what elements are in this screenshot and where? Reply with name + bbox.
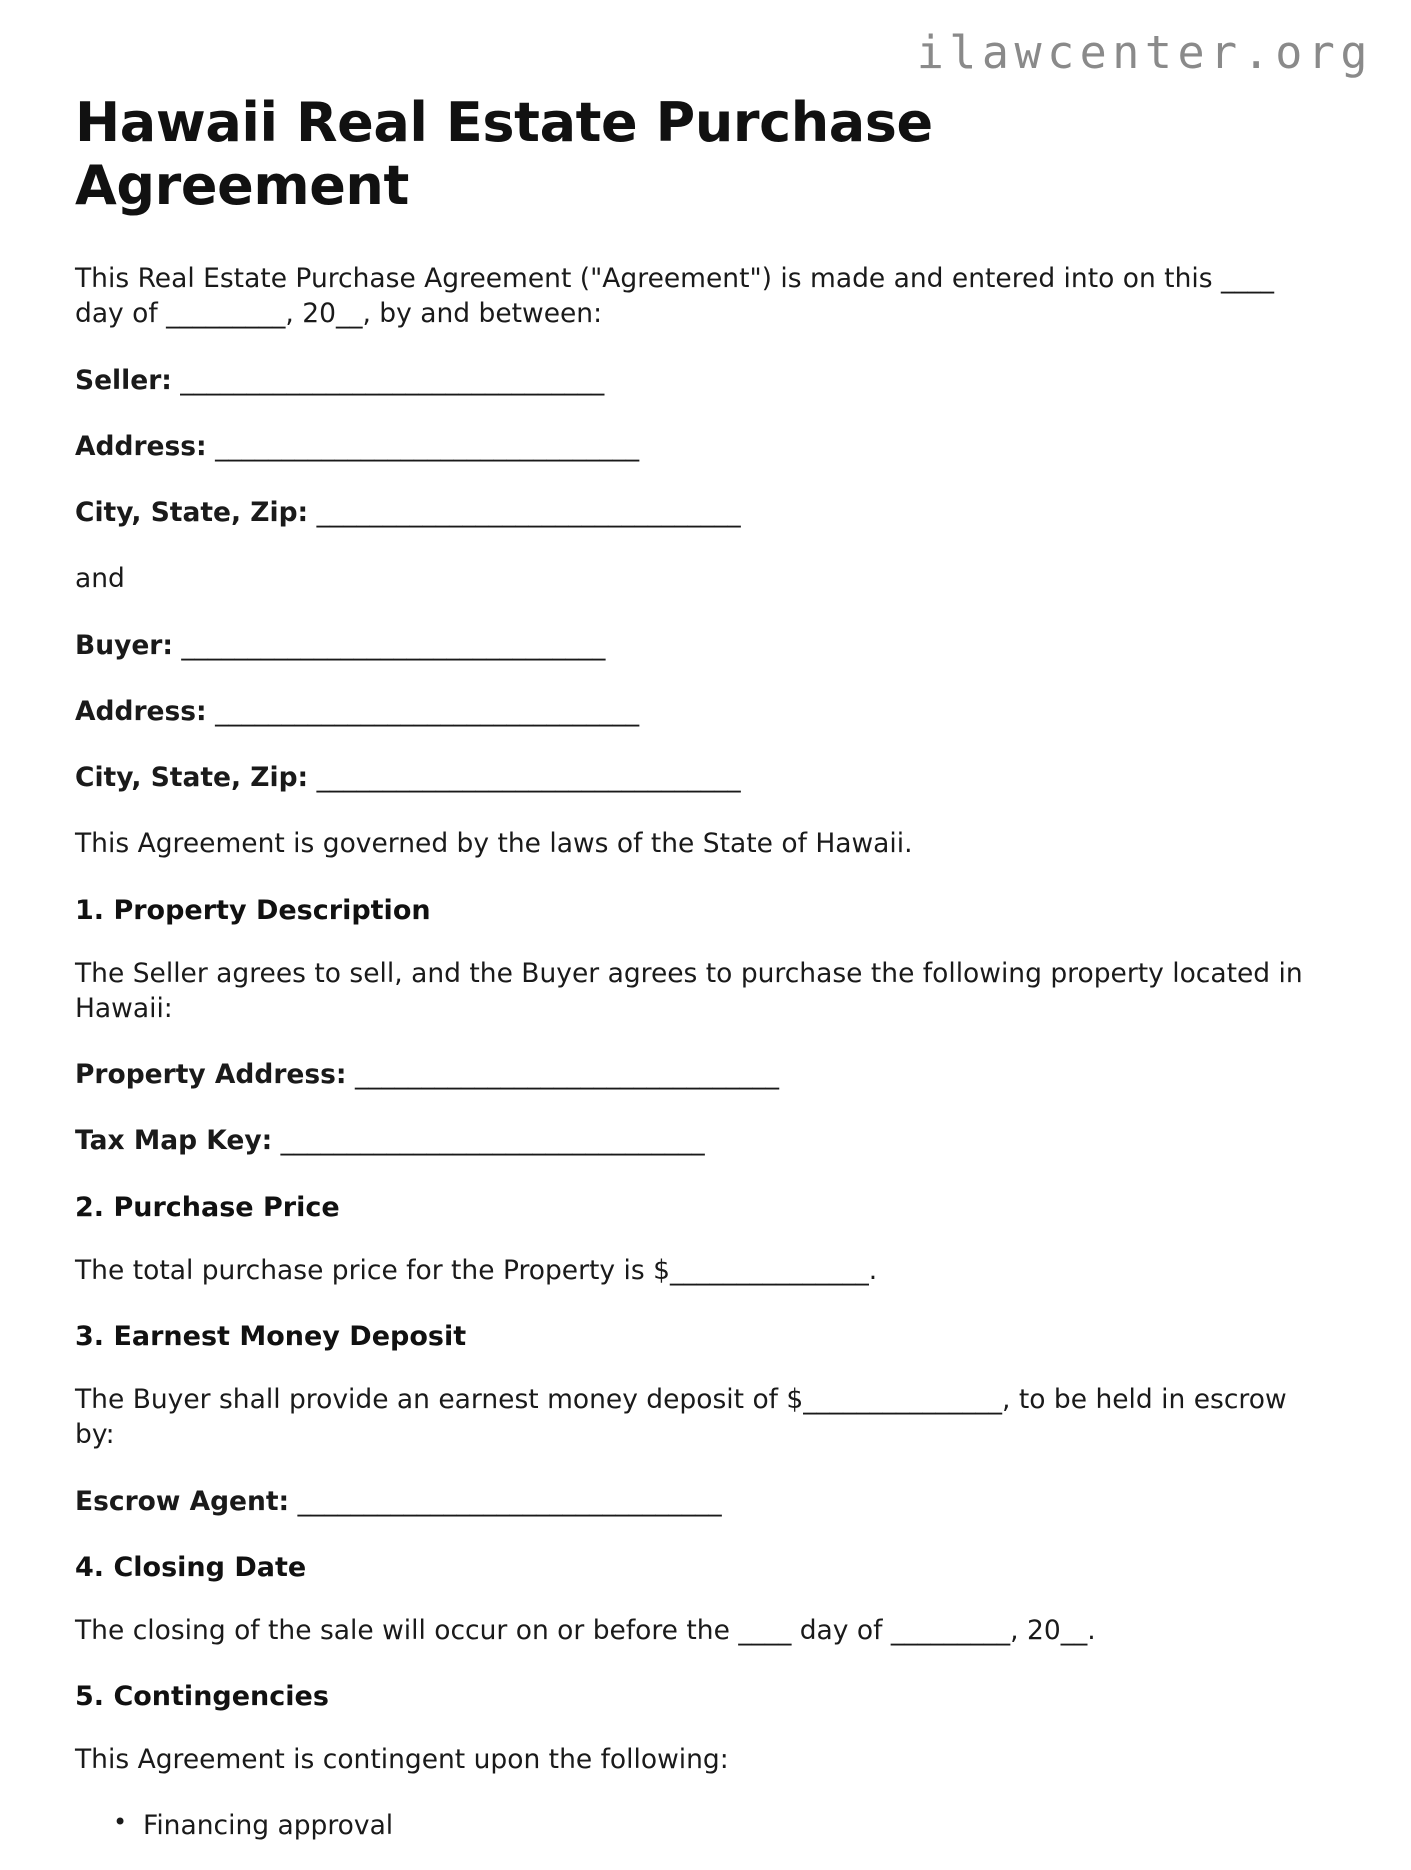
- buyer-field: [75, 628, 1337, 663]
- section-body-property-description: The Seller agrees to sell, and the Buyer agrees to purchase the following property located in Hawaii:: [75, 957, 1303, 1024]
- governing-law-paragraph: This Agreement is governed by the laws of the State of Hawaii.: [75, 828, 913, 860]
- page-title: Hawaii Real Estate Purchase Agreement: [75, 91, 933, 217]
- contingencies-list: [75, 1808, 1337, 1843]
- section-body-contingencies: This Agreement is contingent upon the following:: [75, 1744, 729, 1776]
- tax-map-key-label: Tax Map Key:: [75, 1125, 273, 1157]
- escrow-agent-field: [75, 1484, 1337, 1519]
- section-body-earnest-money-deposit: The Buyer shall provide an earnest money deposit of $_______________, to be held in escrow by:: [75, 1384, 1287, 1451]
- seller-address-field: [75, 429, 1337, 464]
- buyer-city-state-zip-blank[interactable]: ________________________________: [308, 762, 741, 794]
- seller-address-label: Address:: [75, 430, 207, 462]
- buyer-address-blank[interactable]: ________________________________: [206, 695, 640, 727]
- tax-map-key-blank[interactable]: ________________________________: [272, 1125, 705, 1157]
- section-heading-closing-date: 4. Closing Date: [75, 1551, 307, 1583]
- buyer-city-state-zip-label: City, State, Zip:: [75, 762, 309, 794]
- document-content: [75, 92, 1337, 1870]
- buyer-label: Buyer:: [75, 629, 173, 661]
- seller-city-state-zip-label: City, State, Zip:: [75, 497, 309, 529]
- buyer-address-field: [75, 694, 1337, 729]
- seller-address-blank[interactable]: ________________________________: [206, 430, 640, 462]
- buyer-city-state-zip-field: [75, 760, 1337, 795]
- seller-label: Seller:: [75, 364, 172, 396]
- escrow-agent-blank[interactable]: ________________________________: [289, 1485, 722, 1517]
- site-watermark: ilawcenter.org: [916, 26, 1373, 79]
- seller-field: [75, 363, 1337, 398]
- tax-map-key-field: [75, 1123, 1337, 1158]
- list-item: • Financing approval: [143, 1808, 1337, 1843]
- section-heading-earnest-money-deposit: 3. Earnest Money Deposit: [75, 1320, 467, 1352]
- property-address-field: [75, 1057, 1337, 1092]
- section-body-purchase-price: The total purchase price for the Property is $_______________.: [75, 1254, 878, 1286]
- buyer-blank[interactable]: ________________________________: [172, 629, 606, 661]
- seller-blank[interactable]: ________________________________: [171, 364, 605, 396]
- section-heading-property-description: 1. Property Description: [75, 894, 431, 926]
- intro-paragraph: This Real Estate Purchase Agreement ("Agreement") is made and entered into on this ____ day of _________, 20__, by and between:: [75, 263, 1274, 330]
- property-address-blank[interactable]: ________________________________: [346, 1059, 779, 1091]
- property-address-label: Property Address:: [75, 1059, 347, 1091]
- section-heading-purchase-price: 2. Purchase Price: [75, 1191, 340, 1223]
- buyer-address-label: Address:: [75, 695, 207, 727]
- seller-city-state-zip-blank[interactable]: ________________________________: [308, 497, 741, 529]
- seller-city-state-zip-field: [75, 495, 1337, 530]
- conjunction-and: and: [75, 563, 125, 595]
- section-heading-contingencies: 5. Contingencies: [75, 1681, 329, 1713]
- escrow-agent-label: Escrow Agent:: [75, 1485, 290, 1517]
- section-body-closing-date: The closing of the sale will occur on or before the ____ day of _________, 20__.: [75, 1614, 1096, 1646]
